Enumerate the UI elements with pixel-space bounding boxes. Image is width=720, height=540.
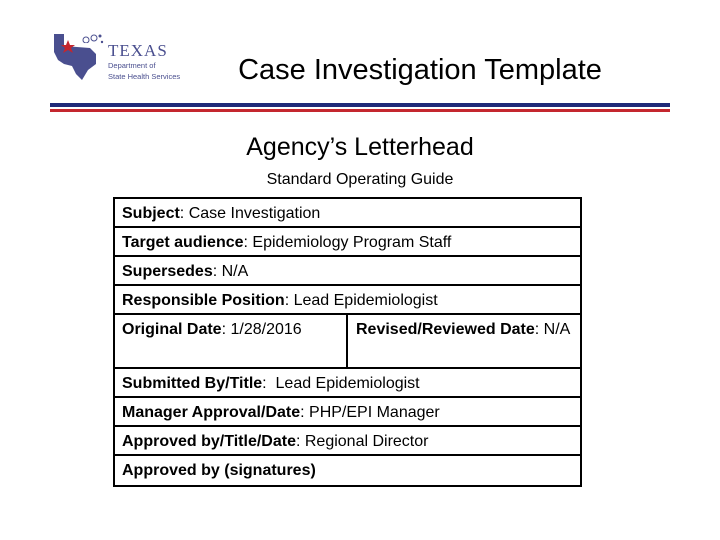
field-value: Regional Director [300,433,429,450]
field-value: 1/28/2016 [226,321,302,338]
table-cell-original-date: Original Date: 1/28/2016 [115,315,348,367]
table-cell: Target audience: Epidemiology Program Staff [122,234,452,251]
table-cell: Approved by/Title/Date: Regional Director [122,433,429,450]
table-row-supersedes [115,257,580,286]
field-value: Case Investigation [184,205,321,222]
field-label: Manager Approval/Date [122,404,301,421]
table-row-dates [115,315,580,369]
field-label: Submitted By/Title [122,375,263,392]
field-value: N/A [539,321,571,338]
table-cell: Submitted By/Title: Lead Epidemiologist [122,375,420,392]
field-value: PHP/EPI Manager [304,404,440,421]
page-title: Case Investigation Template [238,54,602,86]
table-row-subject [115,199,580,228]
table-row-manager-approval [115,398,580,427]
table-row-responsible-position [115,286,580,315]
field-label: Approved by (signatures) [122,462,316,479]
logo-org-name: TEXAS [108,41,168,60]
sop-table [113,197,582,487]
guide-title: Standard Operating Guide [266,171,454,188]
table-row-approved-by-signatures [115,456,580,485]
field-value: Lead Epidemiologist [266,375,420,392]
letterhead-heading: Agency’s Letterhead [246,133,474,161]
table-row-approved-by-title [115,427,580,456]
field-value: N/A [217,263,249,280]
logo-sub-line-1: Department of [108,61,156,70]
table-row-submitted-by [115,369,580,398]
field-label: Original Date [122,321,222,338]
header-rule-blue [50,103,670,107]
field-label: Revised/Reviewed Date [356,321,535,338]
texas-map-logo-icon [50,30,106,82]
table-cell: Manager Approval/Date: PHP/EPI Manager [122,404,440,421]
table-cell: Supersedes: N/A [122,263,249,280]
field-label: Approved by/Title/Date [122,433,296,450]
field-value: Epidemiology Program Staff [247,234,452,251]
table-cell [115,456,316,485]
field-label: Responsible Position [122,292,285,309]
logo-sub-line-2: State Health Services [108,72,181,81]
header-rule-red [50,109,670,112]
logo-text [108,42,180,81]
field-value: Lead Epidemiologist [289,292,438,309]
field-label: Target audience [122,234,244,251]
table-cell-revised-date: Revised/Reviewed Date: N/A [356,321,571,338]
table-cell: Subject: Case Investigation [122,205,321,222]
field-label: Supersedes [122,263,213,280]
table-cell: Responsible Position: Lead Epidemiologist [122,292,438,309]
dshs-logo [50,30,190,86]
field-label: Subject [122,205,180,222]
table-row-target-audience [115,228,580,257]
